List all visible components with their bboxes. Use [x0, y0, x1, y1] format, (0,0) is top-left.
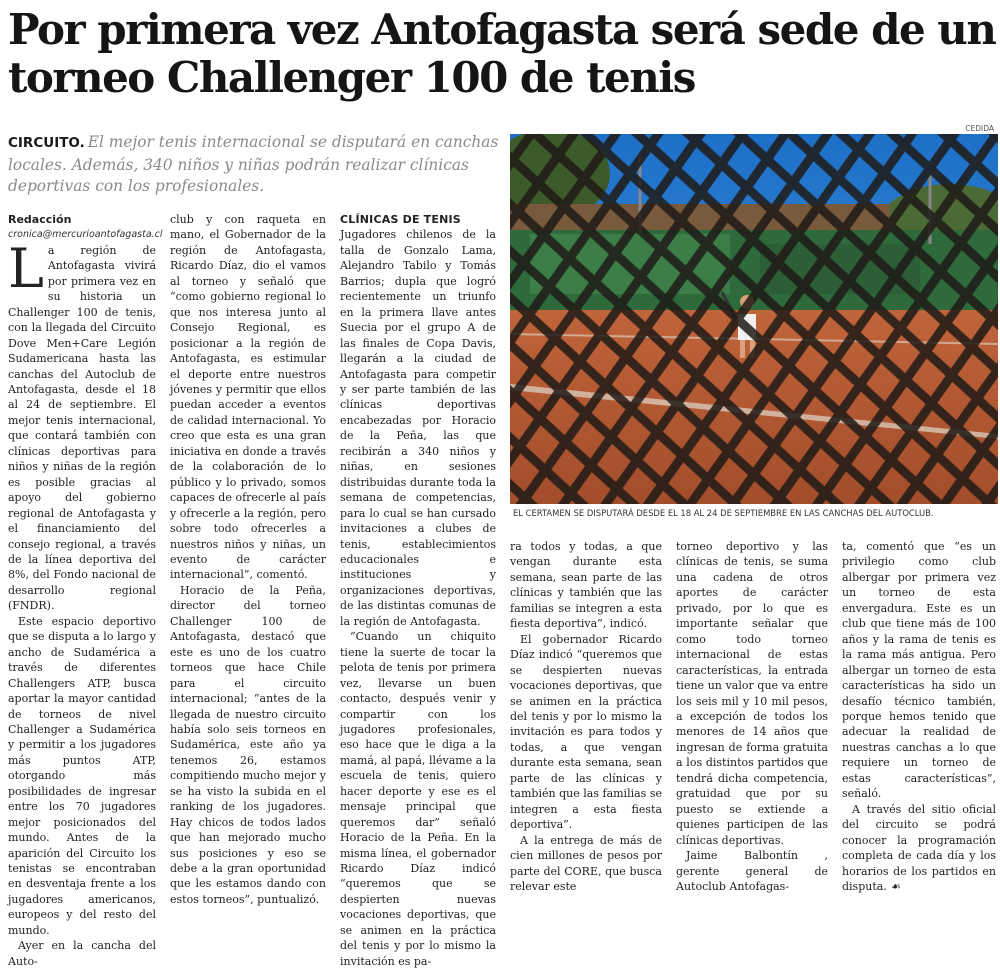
column-5	[676, 539, 828, 894]
photo-credit: CEDIDA	[965, 124, 994, 133]
headline: Por primera vez Antofagasta será sede de un torneo Challenger 100 de tenis	[8, 5, 996, 102]
column-6	[842, 539, 996, 894]
article-paragraph: Jugadores chilenos de la talla de Gonzalo Lama, Alejandro Tabilo y Tomás Barrios; dupla que logró recientemente un triunfo en la primera llave antes Suecia por el grupo A de las finales de Copa Davis, llegarán a la ciudad de Antofagasta para competir y ser parte también de las clínicas deportivas encabezadas por Horacio de la Peña, las que recibirán a 340 niños y niñas, en sesiones distribuidas durante toda la semana de competencias, para lo cual se han cursado invitaciones a clubes de tenis, establecimientos educacionales e instituciones y organizaciones deportivas, de las distintas comunas de la región de Antofagasta.	[340, 228, 496, 628]
article-paragraph: A través del sitio oficial del circuito se podrá conocer la programación completa de cada día y los horarios de los partidos en disputa. ☙	[842, 802, 996, 893]
article-paragraph: ra todos y todas, a que vengan durante esta semana, sean parte de las clínicas y también que las familias se integren a esta fiesta deportiva”, indicó.	[510, 540, 662, 631]
lead-paragraph	[8, 132, 500, 198]
tennis-photo	[510, 134, 998, 504]
article-paragraph: La región de Antofagasta vivirá por primera vez en su historia un Challenger 100 de tenis, con la llegada del Circuito Dove Men+Care Legión Sudamericana hasta las canchas del Autoclub de Antofagasta, desde el 18 al 24 de septiembre. El mejor tenis internacional, que contará también con clínicas deportivas para niños y niñas de la región es posible gracias al apoyo del gobierno regional de Antofagasta y el financiamiento del consejo regional, a través de la línea deportiva del 8%, del Fondo nacional de desarrollo regional (FNDR).	[8, 236, 156, 613]
article-paragraph: Horacio de la Peña, director del torneo Challenger 100 de Antofagasta, destacó que este es uno de los cuatro torneos que hace Chile para el circuito internacional; “antes de la llegada de nuestro circuito había solo seis torneos en Sudamérica, este año ya tenemos 26, estamos compitiendo mucho mejor y se ha visto la subida en el ranking de los jugadores. Hay chicos de todos lados que han mejorado mucho sus posiciones y eso se debe a la gran oportunidad que les estamos dando con estos torneos”, puntualizó.	[170, 583, 326, 906]
lead-kicker: CIRCUITO.	[8, 135, 85, 151]
article-paragraph: club y con raqueta en mano, el Gobernador de la región de Antofagasta, Ricardo Díaz, dio el vamos al torneo y señaló que “como gobierno regional lo que nos interesa junto al Consejo Regional, es posicionar a la región de Antofagasta, es estimular el deporte entre nuestros jóvenes y permitir que ellos puedan acceder a eventos de calidad internacional. Yo creo que esta es una gran iniciativa en donde a través de la colaboración de lo público y lo privado, somos capaces de ofrecerle al país y ofrecerle a la región, pero sobre todo ofrecerles a nuestros niños y niñas, un evento de carácter internacional”, comentó.	[170, 213, 326, 582]
byline-email: cronica@mercurioantofagasta.cl	[8, 229, 163, 241]
column-3	[340, 212, 496, 969]
article-paragraph: torneo deportivo y las clínicas de tenis, se suma una cadena de otros aportes de carácter privado, por lo que es importante señalar que como todo torneo internacional de estas características, la entrada tiene un valor que va entre los seis mil y 10 mil pesos, a excepción de todos los menores de 14 años que ingresan de forma gratuita a los distintos partidos que tendrá dicha competencia, gratuidad que por su puesto se extiende a quienes participen de las clínicas deportivas.	[676, 540, 828, 847]
drop-cap: L	[8, 236, 44, 300]
article-paragraph: Jaime Balbontín , gerente general de Autoclub Antofagas-	[676, 849, 828, 893]
article-paragraph: El gobernador Ricardo Díaz indicó “queremos que se despierten nuevas vocaciones deportivas, que se animen en la práctica del tenis y por lo mismo la invitación es para todos y todas, a que vengan durante esta semana, sean parte de las clínicas y también que las familias se integren a esta fiesta deportiva”.	[510, 632, 662, 832]
byline-author: Redacción	[8, 213, 72, 226]
article-paragraph: “Cuando un chiquito tiene la suerte de tocar la pelota de tenis por primera vez, llevarse un buen contacto, después venir y compartir con los jugadores profesionales, eso hace que le diga a la mamá, al papá, llévame a la escuela de tenis, quiero hacer deporte y ese es el mensaje principal que queremos dar” señaló Horacio de la Peña. En la misma línea, el gobernador Ricardo Díaz indicó “queremos que se despierten nuevas vocaciones deportivas, que se animen en la práctica del tenis y por lo mismo la invitación es pa-	[340, 630, 496, 968]
end-mark-icon: ☙	[890, 879, 901, 893]
article-paragraph: A la entrega de más de cien millones de pesos por parte del CORE, que busca relevar este	[510, 833, 662, 893]
article-paragraph: Este espacio deportivo que se disputa a lo largo y ancho de Sudamérica a través de diferentes Challengers ATP, busca aportar la mayor cantidad de torneos de nivel Challenger a Sudamérica y permitir a los jugadores más puntos ATP, otorgando más posibilidades de ingresar entre los 70 jugadores mejor posicionados del mundo. Antes de la aparición del Circuito los tenistas se encontraban en desventaja frente a los jugadores americanos, europeos y del resto del mundo.	[8, 614, 156, 937]
article-paragraph: Ayer en la cancha del Auto-	[8, 939, 156, 968]
column-1	[8, 212, 163, 969]
lead-text: El mejor tenis internacional se disputará en canchas locales. Además, 340 niños y niñas podrán realizar clínicas deportivas con los profesionales.	[8, 133, 499, 195]
column-2	[170, 212, 326, 907]
article-paragraph: ta, comentó que “es un privilegio como club albergar por primera vez un torneo de esta envergadura. Este es un club que tiene más de 100 años y la rama de tenis es la rama más antigua. Pero albergar un torneo de esta características ha sido un desafío técnico también, porque hemos tenido que adecuar la realidad de nuestras canchas a lo que requiere un torneo de estas características”, señaló.	[842, 540, 996, 801]
section-subhead: CLÍNICAS DE TENIS	[340, 213, 461, 226]
column-4	[510, 539, 662, 894]
photo-caption: EL CERTAMEN SE DISPUTARÁ DESDE EL 18 AL 24 DE SEPTIEMBRE EN LAS CANCHAS DEL AUTOCLUB.	[513, 508, 934, 518]
